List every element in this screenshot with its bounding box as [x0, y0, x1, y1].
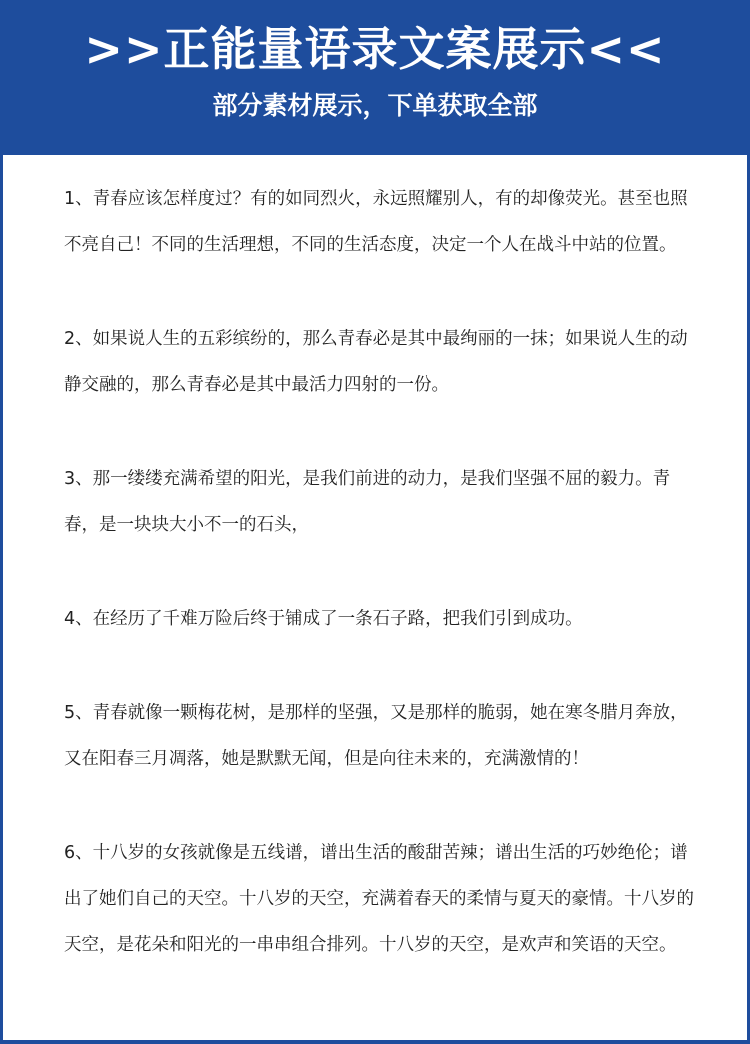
frame-bottom-border	[0, 1040, 750, 1044]
page-subtitle: 部分素材展示，下单获取全部	[212, 91, 538, 120]
quote-item-1: 1、青春应该怎样度过？有的如同烈火，永远照耀别人，有的却像荧光。甚至也照不亮自己！不同的生活理想，不同的生活态度，决定一个人在战斗中站的位置。	[64, 189, 688, 255]
quote-list	[64, 176, 704, 1016]
quote-item-2: 2、如果说人生的五彩缤纷的，那么青春必是其中最绚丽的一抹；如果说人生的动静交融的，那么青春必是其中最活力四射的一份。	[64, 329, 688, 395]
page-title: >>正能量语录文案展示<<	[84, 22, 666, 76]
quote-item-4: 4、在经历了千难万险后终于铺成了一条石子路，把我们引到成功。	[64, 609, 583, 629]
quote-item-6: 6、十八岁的女孩就像是五线谱，谱出生活的酸甜苦辣；谱出生活的巧妙绝伦；谱出了她们自己的天空。十八岁的天空，充满着春天的柔情与夏天的豪情。十八岁的天空，是花朵和阳光的一串串组合排列。十八岁的天空，是欢声和笑语的天空。	[64, 843, 694, 955]
frame-left-border	[0, 155, 3, 1044]
header-banner	[0, 0, 750, 155]
quote-item-3: 3、那一缕缕充满希望的阳光，是我们前进的动力，是我们坚强不屈的毅力。青春，是一块块大小不一的石头，	[64, 469, 671, 535]
quote-item-5: 5、青春就像一颗梅花树，是那样的坚强，又是那样的脆弱，她在寒冬腊月奔放，又在阳春三月凋落，她是默默无闻，但是向往未来的，充满激情的！	[64, 703, 688, 769]
